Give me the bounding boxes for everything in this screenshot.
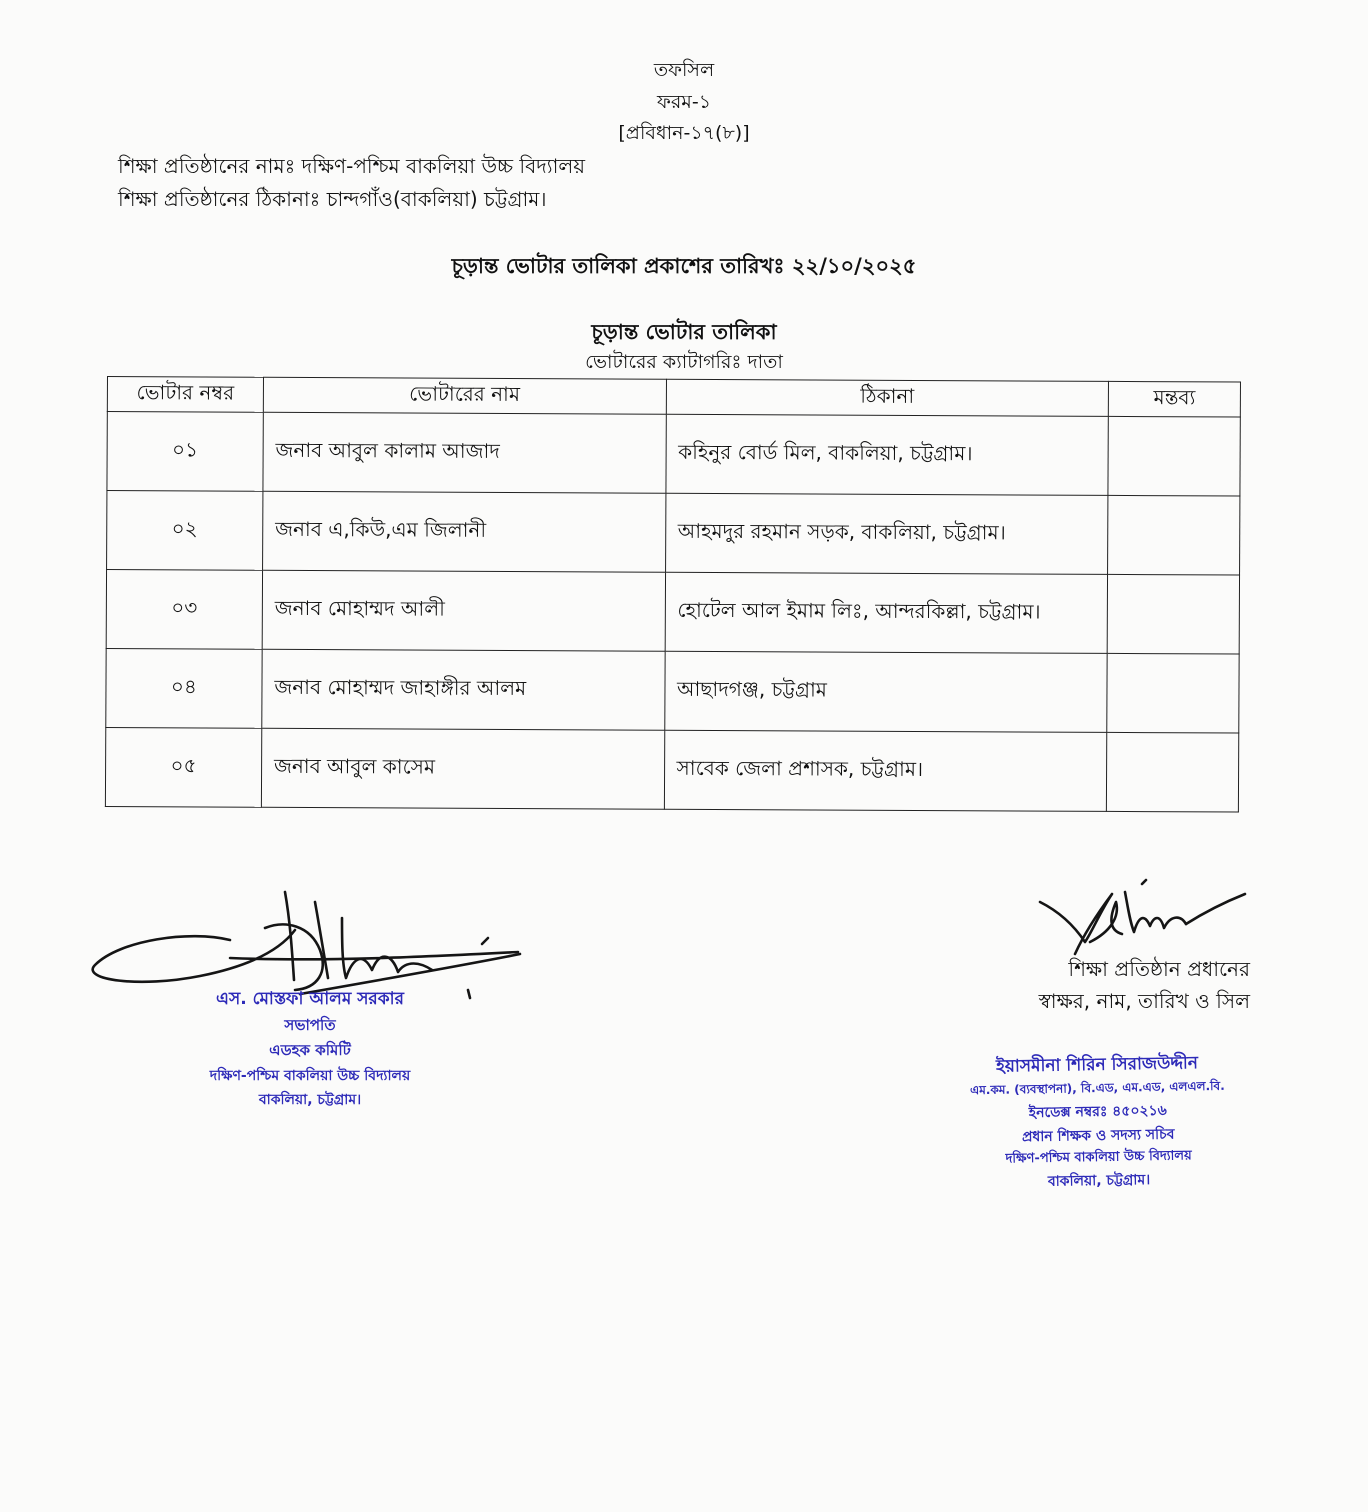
column-header-remark: মন্তব্য: [1108, 381, 1240, 417]
list-title: চূড়ান্ত ভোটার তালিকা: [591, 320, 777, 344]
stamp-location: বাকলিয়া, চট্টগ্রাম।: [1047, 1172, 1151, 1190]
remark-cell: [1108, 495, 1240, 575]
voter-table: [105, 376, 1241, 813]
schedule-heading: তফসিল: [653, 59, 715, 81]
voter-address-cell: আছাদগঞ্জ, চট্টগ্রাম: [664, 651, 1107, 732]
stamp-headteacher-title: প্রধান শিক্ষক ও সদস্য সচিব: [1021, 1126, 1175, 1146]
stamp-committee: এডহক কমিটি: [269, 1041, 351, 1059]
table-row: [106, 570, 1239, 655]
voter-number-cell: ০৩: [106, 570, 262, 650]
stamp-chairman-title: সভাপতি: [284, 1016, 336, 1034]
remark-cell: [1107, 653, 1239, 733]
stamp-qualifications: এম.কম. (ব্যবস্থাপনা), বি.এড, এম.এড, এলএল.বি.: [969, 1078, 1225, 1098]
voter-name-cell: জনাব আবুল কাসেম: [261, 728, 664, 809]
voter-category: ভোটারের ক্যাটাগরিঃ দাতা: [585, 351, 783, 373]
voter-address-cell: সাবেক জেলা প্রশাসক, চট্টগ্রাম।: [664, 730, 1107, 811]
voter-name-cell: জনাব আবুল কালাম আজাদ: [263, 412, 666, 493]
institution-name: শিক্ষা প্রতিষ্ঠানের নামঃ দক্ষিণ-পশ্চিম বাকলিয়া উচ্চ বিদ্যালয়: [118, 154, 586, 178]
voter-name-cell: জনাব মোহাম্মদ জাহাঙ্গীর আলম: [262, 649, 665, 730]
institution-address: শিক্ষা প্রতিষ্ঠানের ঠিকানাঃ চান্দগাঁও(বাকলিয়া) চট্টগ্রাম।: [118, 187, 547, 211]
headteacher-stamp: [947, 1049, 1249, 1195]
voter-number-cell: ০৪: [106, 648, 262, 728]
column-header-address: ঠিকানা: [666, 379, 1109, 416]
headteacher-signature: [1030, 872, 1260, 962]
rule-reference: [প্রবিধান-১৭(৮)]: [618, 122, 750, 144]
head-signature-fields: স্বাক্ষর, নাম, তারিখ ও সিল: [1038, 989, 1250, 1013]
voter-name-cell: জনাব মোহাম্মদ আলী: [262, 570, 665, 651]
chairman-stamp: [180, 986, 440, 1112]
column-header-voter-number: ভোটার নম্বর: [107, 377, 263, 413]
voter-number-cell: ০২: [107, 491, 263, 571]
publication-date: চূড়ান্ত ভোটার তালিকা প্রকাশের তারিখঃ ২২/১০/২০২৫: [451, 254, 917, 278]
voter-name-cell: জনাব এ,কিউ,এম জিলানী: [262, 491, 665, 572]
remark-cell: [1107, 574, 1239, 654]
table-row: [106, 648, 1239, 733]
head-signature-label: শিক্ষা প্রতিষ্ঠান প্রধানের: [1068, 957, 1250, 981]
remark-cell: [1108, 416, 1240, 496]
table-row: [107, 491, 1240, 576]
stamp-index-number: ইনডেক্স নম্বরঃ ৪৫০২১৬: [1028, 1102, 1167, 1122]
stamp-headteacher-name: ইয়াসমীনা শিরিন সিরাজউদ্দীন: [995, 1053, 1199, 1077]
table-row: [105, 727, 1238, 812]
voter-address-cell: কহিনুর বোর্ড মিল, বাকলিয়া, চট্টগ্রাম।: [665, 414, 1108, 495]
form-number: ফরম-১: [656, 91, 712, 113]
voter-number-cell: ০১: [107, 412, 263, 492]
stamp-school-name: দক্ষিণ-পশ্চিম বাকলিয়া উচ্চ বিদ্যালয়: [1005, 1148, 1192, 1167]
voter-address-cell: হোটেল আল ইমাম লিঃ, আন্দরকিল্লা, চট্টগ্রাম।: [665, 572, 1108, 653]
column-header-voter-name: ভোটারের নাম: [263, 377, 666, 414]
remark-cell: [1106, 732, 1238, 812]
table-header-row: [107, 377, 1240, 418]
voter-number-cell: ০৫: [105, 727, 261, 807]
stamp-chairman-name: এস. মোস্তফা আলম সরকার: [216, 989, 404, 1009]
stamp-location: বাকলিয়া, চট্টগ্রাম।: [258, 1092, 362, 1108]
voter-address-cell: আহমদুর রহমান সড়ক, বাকলিয়া, চট্টগ্রাম।: [665, 493, 1108, 574]
table-row: [107, 412, 1240, 497]
stamp-school-name: দক্ষিণ-পশ্চিম বাকলিয়া উচ্চ বিদ্যালয়: [209, 1068, 411, 1084]
